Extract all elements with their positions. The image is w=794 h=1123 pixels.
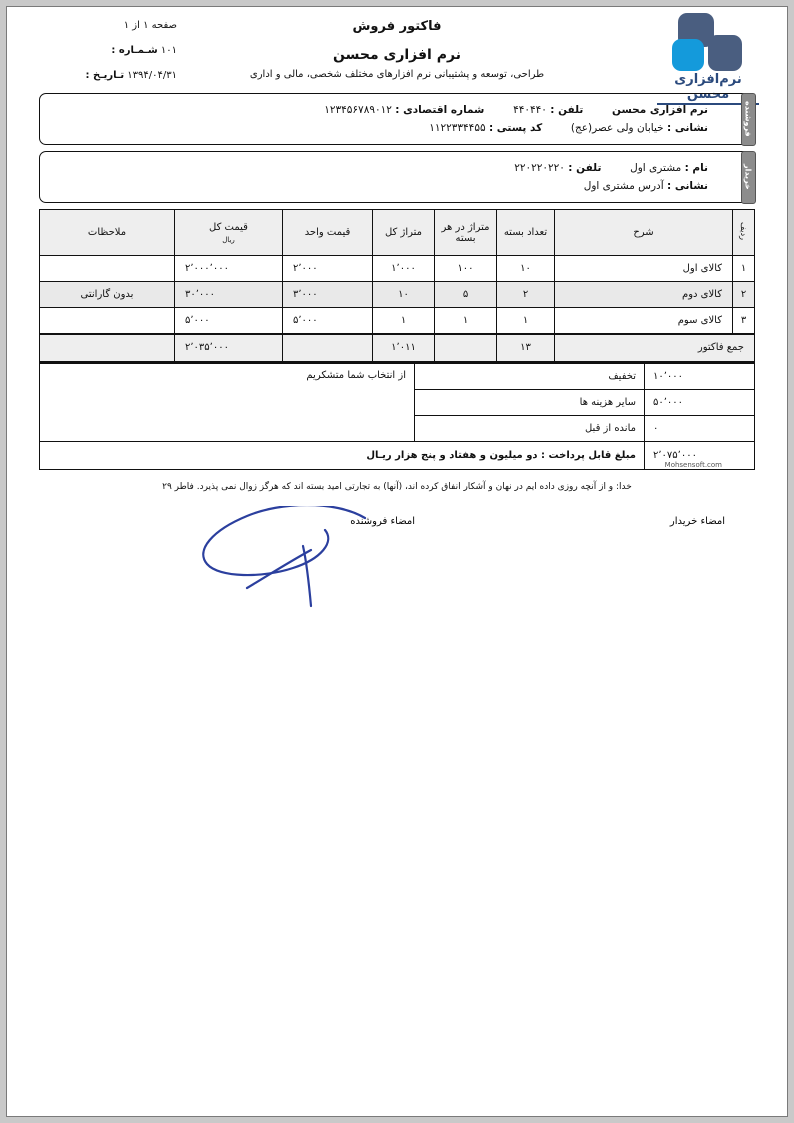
cell-remarks — [40, 308, 175, 334]
cell-desc: کالای اول — [555, 256, 733, 282]
buyer-tab-label: خریدار — [741, 151, 756, 204]
seller-line-1 — [52, 101, 708, 119]
seller-name: نرم افزاری محسن — [612, 104, 708, 116]
other-costs-amount: ۵۰٬۰۰۰ — [645, 389, 755, 415]
summary-unit-price — [283, 334, 373, 362]
summary-per-package — [435, 334, 497, 362]
summary-remarks — [40, 334, 175, 362]
cell-per-package: ۱۰۰ — [435, 256, 497, 282]
seller-postal-value: ۱۱۲۲۳۳۴۴۵۵ — [429, 122, 486, 134]
invoice-page — [6, 6, 788, 1117]
document-header — [7, 7, 787, 102]
col-header-remarks: ملاحظات — [40, 210, 175, 256]
col-header-total-price-unit: ریال — [222, 235, 235, 244]
site-watermark: Mohsensoft.com — [662, 461, 725, 469]
cell-total-price: ۵٬۰۰۰ — [175, 308, 283, 334]
cell-desc: کالای سوم — [555, 308, 733, 334]
seller-address-label: نشانی : — [667, 122, 708, 134]
summary-packages: ۱۳ — [497, 334, 555, 362]
cell-remarks — [40, 256, 175, 282]
invoice-number-value: ۱۰۱ — [160, 45, 177, 56]
col-header-per-package: متراژ در هر بسته — [435, 210, 497, 256]
seller-line-2 — [52, 119, 708, 137]
items-table-body — [40, 256, 755, 362]
buyer-signature-label: امضاء خریدار — [669, 515, 725, 527]
discount-amount: ۱۰٬۰۰۰ — [645, 363, 755, 389]
buyer-name-label: نام : — [684, 162, 708, 174]
buyer-box — [39, 151, 755, 203]
cell-total-price: ۲٬۰۰۰٬۰۰۰ — [175, 256, 283, 282]
logo-square-right-icon — [708, 35, 742, 71]
col-header-row-text: ردیف — [739, 222, 748, 240]
other-costs-label: سایر هزینه ها — [415, 389, 645, 415]
invoice-date-label: تـاریـخ : — [85, 70, 125, 81]
seller-phone-label: تلفن : — [550, 104, 584, 116]
seller-signature-label: امضاء فروشنده — [350, 515, 415, 527]
table-row — [40, 256, 755, 282]
items-table — [39, 209, 755, 363]
payable-amount: ۲٬۰۷۵٬۰۰۰ — [645, 441, 755, 469]
table-row — [40, 308, 755, 334]
buyer-address-label: نشانی : — [667, 180, 708, 192]
parties-section — [39, 93, 755, 203]
cell-total-meter: ۱۰ — [373, 282, 435, 308]
cell-unit-price: ۵٬۰۰۰ — [283, 308, 373, 334]
thanks-message: از انتخاب شما متشکریم — [40, 363, 415, 441]
table-row — [40, 282, 755, 308]
col-header-total-price — [175, 210, 283, 256]
invoice-summary-row — [40, 334, 755, 362]
summary-total-meter: ۱٬۰۱۱ — [373, 334, 435, 362]
totals-table — [39, 363, 755, 470]
logo-wordmark: نرم‌افزاری محسن — [674, 72, 742, 102]
company-logo — [653, 13, 763, 102]
previous-balance-label: مانده از قبل — [415, 415, 645, 441]
cell-total-price: ۳۰٬۰۰۰ — [175, 282, 283, 308]
cell-total-meter: ۱٬۰۰۰ — [373, 256, 435, 282]
cell-packages: ۱ — [497, 308, 555, 334]
previous-balance-amount: ۰ — [645, 415, 755, 441]
col-header-unit-price: قیمت واحد — [283, 210, 373, 256]
invoice-date-value: ۱۳۹۴/۰۴/۳۱ — [127, 70, 177, 81]
col-header-row — [733, 210, 755, 256]
logo-square-accent-icon — [672, 39, 704, 71]
buyer-line-2 — [52, 177, 708, 195]
col-header-desc: شرح — [555, 210, 733, 256]
company-tagline: طراحی، توسعه و پشتیبانی نرم افزارهای مختلف شخصی، مالی و اداری — [249, 69, 545, 80]
buyer-address-value: آدرس مشتری اول — [583, 180, 664, 192]
totals-row-payable — [40, 441, 755, 469]
company-name: نرم افزاری محسن — [333, 47, 461, 63]
items-table-header-row — [40, 210, 755, 256]
seller-phone-value: ۴۴۰۴۴۰ — [513, 104, 547, 116]
logo-blocks-icon — [662, 13, 754, 71]
cell-row: ۳ — [733, 308, 755, 334]
page-title: فاکتور فروش — [352, 19, 442, 34]
cell-per-package: ۵ — [435, 282, 497, 308]
col-header-total-meter: متراژ کل — [373, 210, 435, 256]
seller-box — [39, 93, 755, 145]
summary-label: جمع فاکتور — [555, 334, 755, 362]
summary-total-price: ۲٬۰۳۵٬۰۰۰ — [175, 334, 283, 362]
signatures-section — [39, 506, 755, 626]
cell-per-package: ۱ — [435, 308, 497, 334]
seller-tab-label: فروشنده — [741, 93, 756, 146]
cell-unit-price: ۲٬۰۰۰ — [283, 256, 373, 282]
seller-eco-label: شماره اقتصادی : — [395, 104, 485, 116]
cell-unit-price: ۳٬۰۰۰ — [283, 282, 373, 308]
totals-row-discount — [40, 363, 755, 389]
items-table-wrapper — [39, 209, 755, 363]
seller-address-value: خیابان ولی عصر(عج) — [570, 122, 664, 134]
buyer-phone-label: تلفن : — [568, 162, 602, 174]
cell-row: ۲ — [733, 282, 755, 308]
seller-eco-value: ۱۲۳۴۵۶۷۸۹۰۱۲ — [324, 104, 392, 116]
discount-label: تخفیف — [415, 363, 645, 389]
quran-verse: خدا: و از آنچه روزی داده ایم در نهان و آشکار انفاق کرده اند، (آنها) به تجارتی امید بسته اند که هرگز زوال نمی پذیرد. فاطر ۲۹ — [162, 481, 632, 492]
cell-packages: ۲ — [497, 282, 555, 308]
cell-row: ۱ — [733, 256, 755, 282]
col-header-total-price-text: قیمت کل — [209, 221, 248, 233]
cell-desc: کالای دوم — [555, 282, 733, 308]
page-indicator: صفحه ۱ از ۱ — [123, 20, 177, 31]
seller-signature-ink — [185, 506, 375, 616]
invoice-number-label: شـمـاره : — [111, 45, 158, 56]
buyer-phone-value: ۲۲۰۲۲۰۲۲۰ — [514, 162, 565, 174]
cell-packages: ۱۰ — [497, 256, 555, 282]
cell-remarks: بدون گارانتی — [40, 282, 175, 308]
cell-total-meter: ۱ — [373, 308, 435, 334]
totals-section — [39, 363, 755, 470]
buyer-name-value: مشتری اول — [630, 162, 682, 174]
col-header-packages: تعداد بسته — [497, 210, 555, 256]
payable-label: مبلغ قابل پرداخت : دو میلیون و هفتاد و پنج هزار ریـال — [40, 441, 645, 469]
seller-postal-label: کد پستی : — [488, 122, 543, 134]
buyer-line-1 — [52, 159, 708, 177]
